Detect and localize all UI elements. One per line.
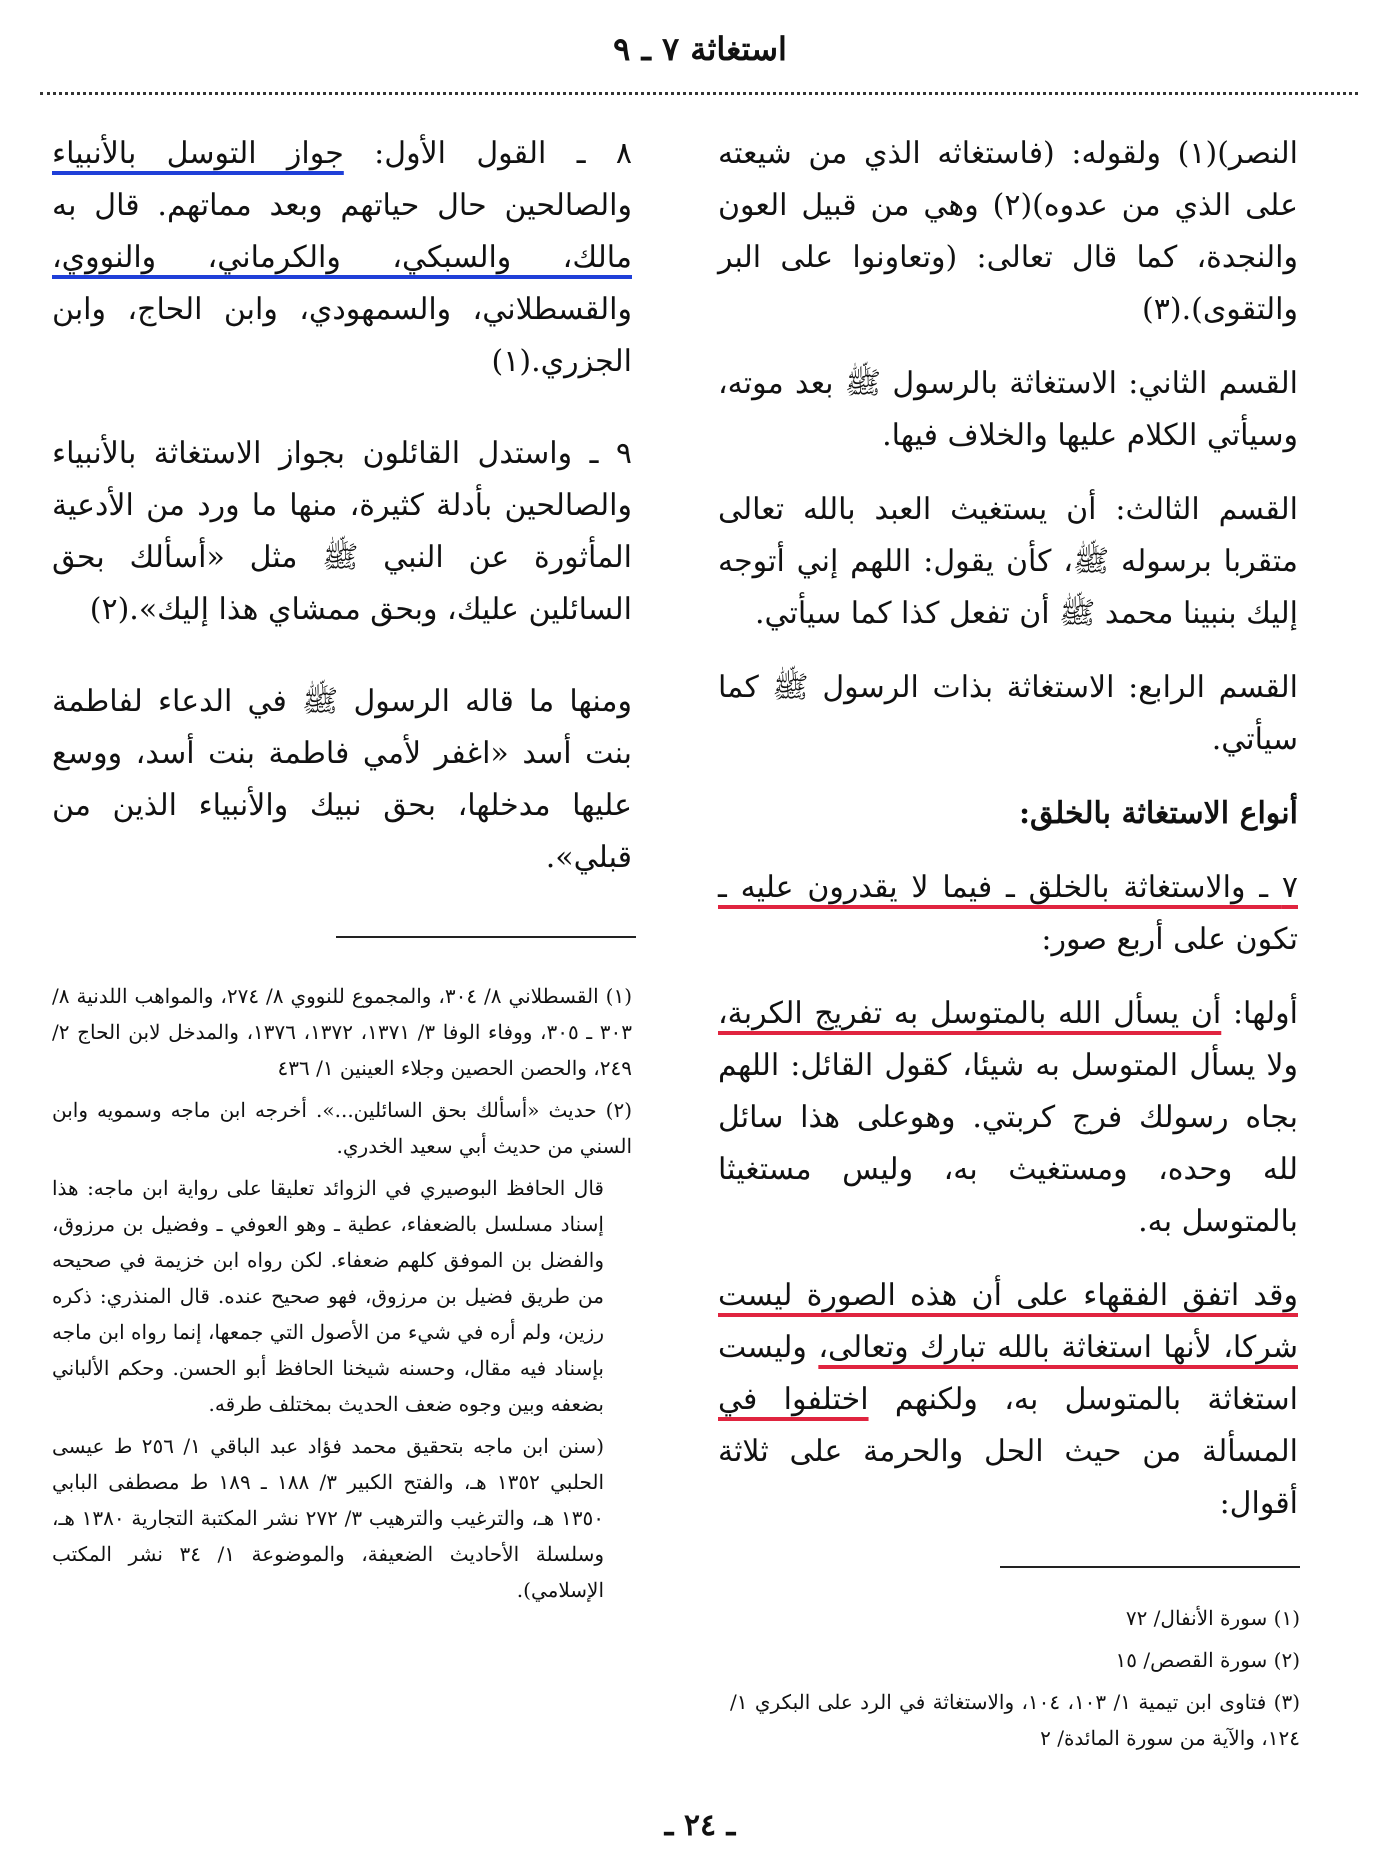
footnote-right-2: (٢) سورة القصص/ ١٥ — [1115, 1648, 1300, 1672]
left-paragraph-10: ومنها ما قاله الرسول ﷺ في الدعاء لفاطمة بنت أسد «اغفر لأمي فاطمة بنت أسد، ووسع عليها مدخلها، بحق نبيك والأنبياء الذين من قبلي». — [52, 684, 632, 875]
right-paragraph-6 — [718, 988, 1298, 1248]
right-paragraph-4 — [718, 662, 1298, 766]
footnote-rule-left — [336, 936, 636, 938]
footnote-left-2-continued: قال الحافظ البوصيري في الزوائد تعليقا على رواية ابن ماجه: هذا إسناد مسلسل بالضعفاء، عطية ـ وهو العوفي ـ وفضيل بن مرزوق، والفضل بن الموفق كلهم ضعفاء. لكن رواه ابن خزيمة في صحيحه من طريق فضيل بن مرزوق، فهو صحيح عنده. قال المنذري: ذكره رزين، ولم أره في شيء من الأصول التي جمعها، إنما رواه ابن ماجه بإسناد فيه مقال، وحسنه شيخنا الحافظ أبو الحسن. وحكم الألباني بضعفه وبين وجوه ضعف الحديث بمختلف طرقه. — [52, 1176, 604, 1416]
highlight-blue-1: جواز التوسل بالأنبياء — [52, 136, 344, 171]
right-paragraph-6-lead: أولها: — [1232, 996, 1298, 1031]
left-paragraph-8-lead: ٨ ـ القول الأول: — [374, 136, 632, 171]
highlight-red-2: أن يسأل الله بالمتوسل به تفريج الكربة، — [718, 996, 1222, 1031]
right-paragraph-4-text: القسم الرابع: الاستغاثة بذات الرسول ﷺ كما سيأتي. — [718, 670, 1298, 757]
header-dotted-rule — [40, 92, 1358, 95]
right-paragraph-7-mid: وليست استغاثة بالمتوسل به، ولكنهم — [718, 1330, 1298, 1417]
highlight-blue-2: مالك، والسبكي، والكرماني، والنووي، — [52, 240, 632, 275]
left-paragraph-8-end: والقسطلاني، والسمهودي، وابن الحاج، وابن الجزري.(١) — [52, 292, 632, 379]
section-title: أنواع الاستغاثة بالخلق: — [1018, 796, 1298, 831]
footnotes-right — [730, 1600, 1300, 1762]
footnote-right-3: (٣) فتاوى ابن تيمية ١/ ١٠٣، ١٠٤، والاستغاثة في الرد على البكري ١/ ١٢٤، والآية من سورة المائدة/ ٢ — [730, 1690, 1300, 1750]
left-paragraph-8-mid: والصالحين حال حياتهم وبعد مماتهم. قال به — [52, 188, 632, 223]
left-paragraph-8 — [52, 128, 632, 388]
footnote-left-1: (١) القسطلاني ٨/ ٣٠٤، والمجموع للنووي ٨/ ٢٧٤، والمواهب اللدنية ٨/ ٣٠٣ ـ ٣٠٥، ووفاء الوفا ٣/ ١٣٧١، ١٣٧٢، ١٣٧٦، والمدخل لابن الحاج ٢/ ٢٤٩، والحصن الحصين وجلاء العينين ١/ ٤٣٦ — [52, 984, 633, 1080]
right-paragraph-1: النصر)(١) ولقوله: (فاستغاثه الذي من شيعته على الذي من عدوه)(٢) وهي من قبيل العون والنجدة، كما قال تعالى: (وتعاونوا على البر والتقوى).(٣) — [718, 136, 1298, 327]
left-column — [52, 128, 632, 906]
right-paragraph-7-end: المسألة من حيث الحل والحرمة على ثلاثة أقوال: — [718, 1434, 1298, 1521]
highlight-red-4: اختلفوا في — [718, 1382, 869, 1417]
right-column — [718, 128, 1298, 1552]
page-number: ـ ٢٤ ـ — [664, 1808, 736, 1843]
right-paragraph-6-rest: ولا يسأل المتوسل به شيئا، كقول القائل: اللهم بجاه رسولك فرج كربتي. وهوعلى هذا سائل لله وحده، ومستغيث به، وليس مستغيثا بالمتوسل به. — [718, 1048, 1298, 1239]
right-paragraph-5 — [718, 862, 1298, 966]
right-paragraph-2: القسم الثاني: الاستغاثة بالرسول ﷺ بعد موته، وسيأتي الكلام عليها والخلاف فيها. — [718, 366, 1298, 453]
footnote-left-2: (٢) حديث «أسألك بحق السائلين...». أخرجه ابن ماجه وسمويه وابن السني من حديث أبي سعيد الخدري. — [52, 1098, 632, 1158]
right-paragraph-7 — [718, 1270, 1298, 1530]
right-paragraph-5-rest: تكون على أربع صور: — [1041, 922, 1298, 957]
footnote-rule-right — [1000, 1566, 1300, 1568]
running-header: استغاثة ٧ ـ ٩ — [613, 30, 787, 68]
footnotes-left — [52, 978, 632, 1614]
footnote-left-2-sources: (سنن ابن ماجه بتحقيق محمد فؤاد عبد الباقي ١/ ٢٥٦ ط عيسى الحلبي ١٣٥٢ هـ، والفتح الكبير ٣/ ١٨٨ ـ ١٨٩ ط مصطفى البابي ١٣٥٠ هـ، والترغيب والترهيب ٣/ ٢٧٢ نشر المكتبة التجارية ١٣٨٠ هـ، وسلسلة الأحاديث الضعيفة، والموضوعة ١/ ٣٤ نشر المكتب الإسلامي). — [52, 1434, 605, 1602]
right-paragraph-3: القسم الثالث: أن يستغيث العبد بالله تعالى متقربا برسوله ﷺ، كأن يقول: اللهم إني أتوجه إليك بنبينا محمد ﷺ أن تفعل كذا كما سيأتي. — [718, 492, 1298, 631]
highlight-red-3: وقد اتفق الفقهاء على أن هذه الصورة ليست شركا، لأنها استغاثة بالله تبارك وتعالى، — [718, 1278, 1298, 1365]
footnote-right-1: (١) سورة الأنفال/ ٧٢ — [1125, 1606, 1300, 1630]
left-paragraph-9: ٩ ـ واستدل القائلون بجواز الاستغاثة بالأنبياء والصالحين بأدلة كثيرة، منها ما ورد من الأدعية المأثورة عن النبي ﷺ مثل «أسألك بحق السائلين عليك، وبحق ممشاي هذا إليك».(٢) — [52, 436, 632, 627]
highlight-red-1: ٧ ـ والاستغاثة بالخلق ـ فيما لا يقدرون عليه ـ — [718, 870, 1298, 905]
